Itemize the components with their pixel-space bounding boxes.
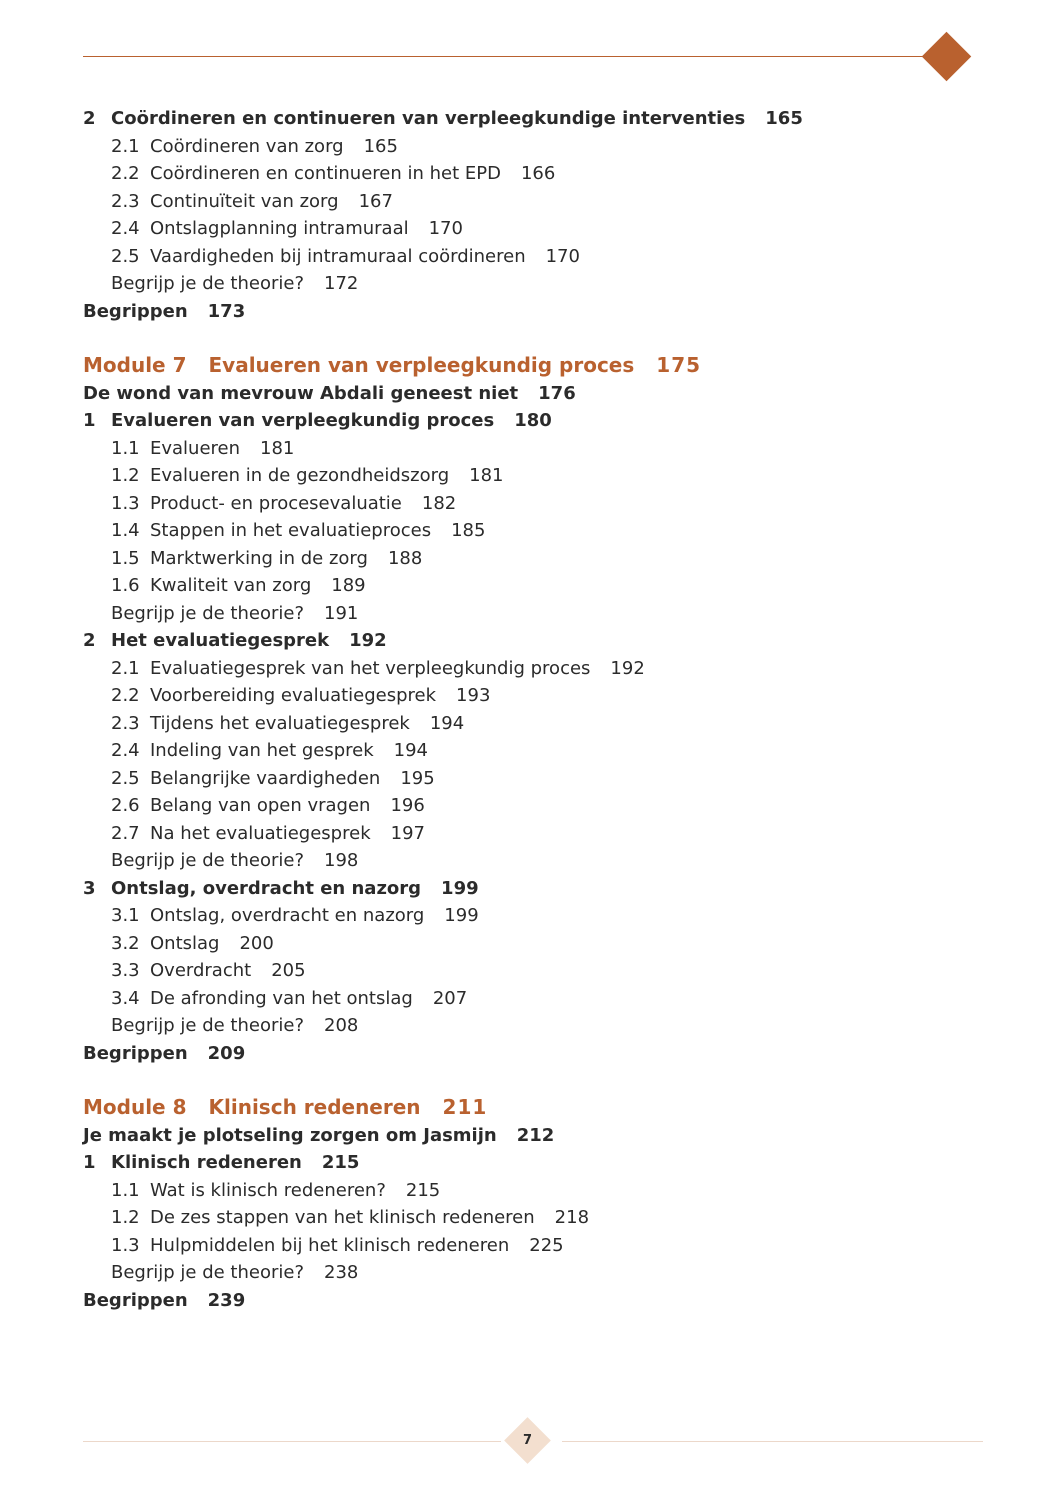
section-number: 2.1 bbox=[111, 135, 140, 157]
terms-title: Begrippen bbox=[83, 300, 188, 322]
review-title: Begrijp je de theorie? bbox=[111, 850, 304, 871]
spacer bbox=[83, 325, 1023, 352]
module-title: Evalueren van verpleegkundig proces bbox=[208, 353, 635, 377]
section-page: 188 bbox=[387, 547, 423, 569]
module-title: Klinisch redeneren bbox=[208, 1095, 421, 1119]
toc-review[interactable] bbox=[83, 1012, 1023, 1040]
chapter-page: 199 bbox=[441, 877, 479, 899]
review-title: Begrijp je de theorie? bbox=[111, 1015, 304, 1036]
toc-section[interactable] bbox=[83, 902, 1023, 930]
toc-terms[interactable] bbox=[83, 1040, 1023, 1068]
section-page: 195 bbox=[400, 767, 435, 789]
toc-section[interactable] bbox=[83, 243, 1023, 271]
chapter-page: 180 bbox=[514, 410, 552, 431]
toc-section[interactable] bbox=[83, 160, 1023, 188]
section-page: 182 bbox=[421, 492, 457, 514]
chapter-number: 2 bbox=[83, 108, 96, 129]
toc-section[interactable] bbox=[83, 820, 1023, 848]
review-page: 191 bbox=[324, 602, 359, 624]
section-number: 1.3 bbox=[111, 1234, 140, 1256]
section-page: 194 bbox=[429, 712, 465, 734]
header-diamond-ornament bbox=[922, 32, 971, 81]
section-title: Ontslag, overdracht en nazorg bbox=[150, 905, 425, 926]
toc-section[interactable] bbox=[83, 215, 1023, 243]
section-title: De zes stappen van het klinisch redeneren bbox=[150, 1207, 535, 1228]
toc-section[interactable] bbox=[83, 462, 1023, 490]
toc-section[interactable] bbox=[83, 1232, 1023, 1260]
section-page: 181 bbox=[260, 437, 295, 459]
toc-section[interactable] bbox=[83, 1204, 1023, 1232]
chapter-page: 215 bbox=[321, 1152, 360, 1173]
toc-chapter-2[interactable] bbox=[83, 627, 1023, 655]
section-page: 197 bbox=[390, 822, 425, 844]
review-title: Begrijp je de theorie? bbox=[111, 602, 304, 624]
section-number: 3.4 bbox=[111, 987, 140, 1009]
section-number: 1.3 bbox=[111, 492, 140, 514]
section-page: 196 bbox=[390, 795, 425, 816]
toc-section[interactable] bbox=[83, 682, 1023, 710]
toc-section[interactable] bbox=[83, 133, 1023, 161]
toc-case[interactable] bbox=[83, 380, 1023, 408]
chapter-page: 192 bbox=[349, 630, 387, 651]
terms-title: Begrippen bbox=[83, 1289, 188, 1311]
section-number: 2.2 bbox=[111, 163, 140, 184]
toc-section[interactable] bbox=[83, 765, 1023, 793]
section-number: 1.2 bbox=[111, 465, 140, 486]
section-page: 189 bbox=[331, 575, 366, 596]
section-title: Evalueren in de gezondheidszorg bbox=[150, 465, 450, 486]
toc-section[interactable] bbox=[83, 1177, 1023, 1205]
section-title: Marktwerking in de zorg bbox=[150, 547, 368, 569]
toc-review[interactable] bbox=[83, 270, 1023, 298]
section-title: Wat is klinisch redeneren? bbox=[150, 1179, 386, 1201]
section-number: 2.7 bbox=[111, 822, 140, 844]
table-of-contents bbox=[83, 105, 1023, 1314]
review-page: 238 bbox=[324, 1262, 359, 1283]
chapter-title: Evalueren van verpleegkundig proces bbox=[111, 410, 495, 431]
review-title: Begrijp je de theorie? bbox=[111, 1262, 304, 1283]
toc-case[interactable] bbox=[83, 1122, 1023, 1150]
case-title: De wond van mevrouw Abdali geneest niet bbox=[83, 382, 519, 404]
section-title: Coördineren van zorg bbox=[150, 135, 344, 157]
section-title: De afronding van het ontslag bbox=[150, 987, 413, 1009]
case-page: 212 bbox=[516, 1124, 555, 1146]
section-title: Evalueren bbox=[150, 437, 241, 459]
chapter-number: 1 bbox=[83, 410, 96, 431]
section-title: Continuïteit van zorg bbox=[150, 190, 339, 212]
section-title: Evaluatiegesprek van het verpleegkundig proces bbox=[150, 657, 591, 679]
section-page: 199 bbox=[444, 905, 479, 926]
toc-section[interactable] bbox=[83, 930, 1023, 958]
review-page: 208 bbox=[324, 1015, 359, 1036]
case-title: Je maakt je plotseling zorgen om Jasmijn bbox=[83, 1124, 497, 1146]
section-page: 170 bbox=[545, 245, 580, 267]
section-number: 2.6 bbox=[111, 795, 140, 816]
toc-section[interactable] bbox=[83, 490, 1023, 518]
toc-section[interactable] bbox=[83, 435, 1023, 463]
module-page: 211 bbox=[442, 1095, 488, 1119]
toc-module-7[interactable] bbox=[83, 352, 1023, 380]
section-title: Ontslag bbox=[150, 932, 220, 954]
section-number: 2.3 bbox=[111, 190, 140, 212]
section-number: 2.5 bbox=[111, 767, 140, 789]
section-number: 2.3 bbox=[111, 712, 140, 734]
terms-page: 173 bbox=[207, 300, 246, 322]
terms-title: Begrippen bbox=[83, 1042, 188, 1064]
section-title: Tijdens het evaluatiegesprek bbox=[150, 712, 410, 734]
chapter-number: 3 bbox=[83, 877, 96, 899]
section-title: Product- en procesevaluatie bbox=[150, 492, 402, 514]
review-page: 198 bbox=[324, 850, 359, 871]
section-number: 1.5 bbox=[111, 547, 140, 569]
toc-module-8[interactable] bbox=[83, 1094, 1023, 1122]
section-page: 166 bbox=[520, 163, 556, 184]
toc-chapter-1[interactable] bbox=[83, 1149, 1023, 1177]
toc-section[interactable] bbox=[83, 545, 1023, 573]
section-number: 2.1 bbox=[111, 657, 140, 679]
spacer bbox=[83, 1067, 1023, 1094]
toc-section[interactable] bbox=[83, 957, 1023, 985]
section-number: 2.4 bbox=[111, 218, 140, 239]
section-page: 200 bbox=[239, 932, 274, 954]
section-title: Hulpmiddelen bij het klinisch redeneren bbox=[150, 1234, 510, 1256]
section-title: Coördineren en continueren in het EPD bbox=[150, 163, 501, 184]
toc-terms[interactable] bbox=[83, 298, 1023, 326]
review-title: Begrijp je de theorie? bbox=[111, 273, 304, 294]
section-page: 167 bbox=[358, 190, 393, 212]
review-page: 172 bbox=[324, 273, 359, 294]
chapter-title: Coördineren en continueren van verpleegkundige interventies bbox=[111, 108, 746, 129]
footer-rule-right bbox=[562, 1441, 983, 1442]
toc-section[interactable] bbox=[83, 710, 1023, 738]
toc-section[interactable] bbox=[83, 572, 1023, 600]
section-page: 218 bbox=[554, 1207, 590, 1228]
section-number: 3.1 bbox=[111, 905, 140, 926]
section-title: Na het evaluatiegesprek bbox=[150, 822, 371, 844]
section-page: 225 bbox=[529, 1234, 564, 1256]
section-page: 192 bbox=[610, 657, 645, 679]
page-number: 7 bbox=[522, 1433, 533, 1448]
chapter-number: 2 bbox=[83, 630, 96, 651]
section-number: 3.3 bbox=[111, 960, 140, 981]
section-page: 185 bbox=[451, 520, 486, 541]
toc-section[interactable] bbox=[83, 792, 1023, 820]
section-title: Vaardigheden bij intramuraal coördineren bbox=[150, 245, 526, 267]
chapter-page: 165 bbox=[765, 108, 803, 129]
section-page: 170 bbox=[428, 218, 463, 239]
toc-section[interactable] bbox=[83, 655, 1023, 683]
terms-page: 209 bbox=[207, 1042, 246, 1064]
module-label: Module 8 bbox=[83, 1095, 187, 1119]
section-page: 205 bbox=[271, 960, 306, 981]
chapter-number: 1 bbox=[83, 1152, 96, 1173]
section-number: 1.1 bbox=[111, 437, 140, 459]
section-number: 1.2 bbox=[111, 1207, 140, 1228]
terms-page: 239 bbox=[207, 1289, 246, 1311]
section-title: Overdracht bbox=[150, 960, 252, 981]
section-page: 181 bbox=[469, 465, 504, 486]
toc-terms[interactable] bbox=[83, 1287, 1023, 1315]
module-page: 175 bbox=[656, 353, 702, 377]
toc-section[interactable] bbox=[83, 985, 1023, 1013]
toc-review[interactable] bbox=[83, 1259, 1023, 1287]
toc-chapter-1[interactable] bbox=[83, 407, 1023, 435]
section-page: 165 bbox=[363, 135, 398, 157]
toc-chapter-2[interactable] bbox=[83, 105, 1023, 133]
section-page: 215 bbox=[405, 1179, 441, 1201]
toc-review[interactable] bbox=[83, 847, 1023, 875]
toc-section[interactable] bbox=[83, 517, 1023, 545]
section-number: 3.2 bbox=[111, 932, 140, 954]
section-number: 1.4 bbox=[111, 520, 140, 541]
section-title: Belang van open vragen bbox=[150, 795, 371, 816]
section-number: 1.6 bbox=[111, 575, 140, 596]
header-rule bbox=[83, 56, 945, 57]
section-number: 2.4 bbox=[111, 740, 140, 761]
section-title: Ontslagplanning intramuraal bbox=[150, 218, 409, 239]
section-title: Belangrijke vaardigheden bbox=[150, 767, 381, 789]
section-number: 1.1 bbox=[111, 1179, 140, 1201]
chapter-title: Ontslag, overdracht en nazorg bbox=[111, 877, 422, 899]
section-page: 207 bbox=[432, 987, 468, 1009]
toc-section[interactable] bbox=[83, 188, 1023, 216]
section-title: Voorbereiding evaluatiegesprek bbox=[150, 685, 437, 706]
section-page: 194 bbox=[393, 740, 429, 761]
section-title: Indeling van het gesprek bbox=[150, 740, 374, 761]
section-number: 2.2 bbox=[111, 685, 140, 706]
case-page: 176 bbox=[538, 382, 576, 404]
toc-chapter-3[interactable] bbox=[83, 875, 1023, 903]
section-title: Kwaliteit van zorg bbox=[150, 575, 312, 596]
section-title: Stappen in het evaluatieproces bbox=[150, 520, 432, 541]
section-number: 2.5 bbox=[111, 245, 140, 267]
toc-section[interactable] bbox=[83, 737, 1023, 765]
chapter-title: Het evaluatiegesprek bbox=[111, 630, 330, 651]
footer-rule-left bbox=[83, 1441, 501, 1442]
chapter-title: Klinisch redeneren bbox=[111, 1152, 302, 1173]
section-page: 193 bbox=[456, 685, 491, 706]
toc-review[interactable] bbox=[83, 600, 1023, 628]
module-label: Module 7 bbox=[83, 353, 187, 377]
